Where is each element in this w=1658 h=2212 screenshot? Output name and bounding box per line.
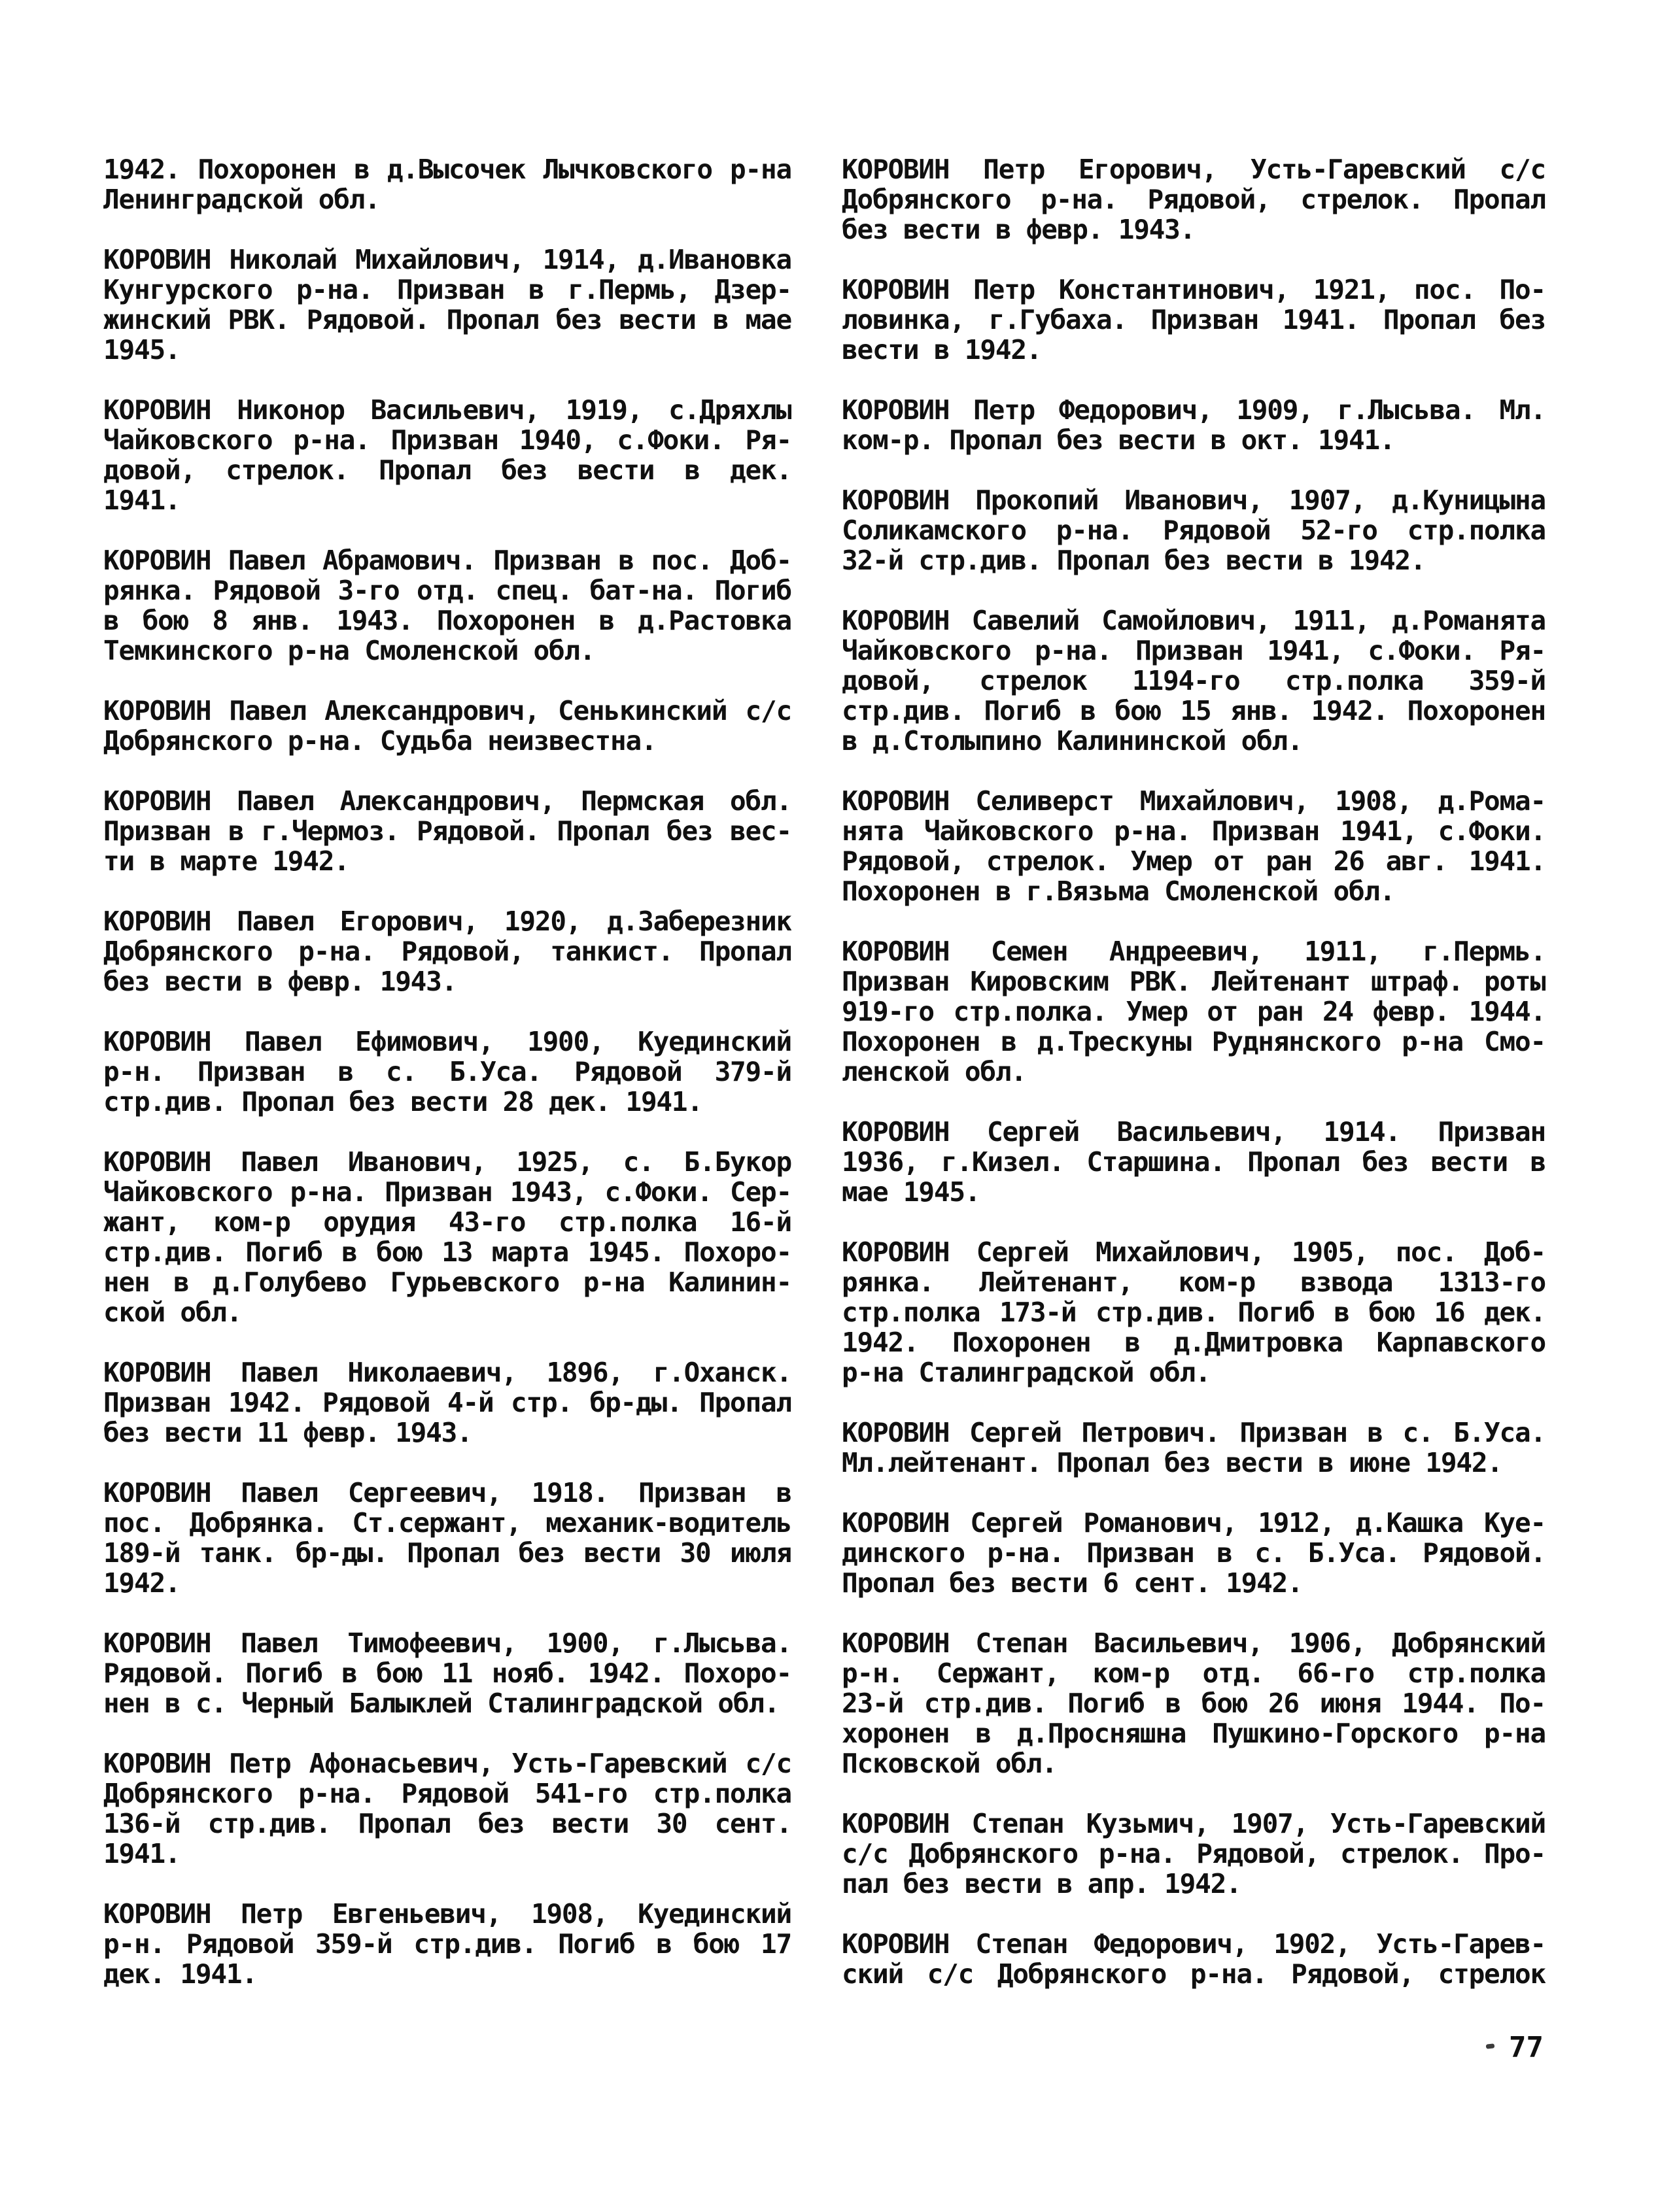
entry-line: Чайковского р-на. Призван 1943, с.Фоки. Сер- bbox=[103, 1177, 791, 1207]
entry-line: нен в с. Черный Балыклей Сталинградской обл. bbox=[103, 1688, 780, 1718]
entry-line: КОРОВИН Павел Ефимович, 1900, Куединский bbox=[103, 1027, 791, 1057]
entry-line: Ленинградской обл. bbox=[103, 184, 380, 214]
entry-line: нен в д.Голубево Гурьевского р-на Калинин- bbox=[103, 1267, 791, 1297]
entry-line: 1941. bbox=[103, 485, 181, 515]
entry-line: Псковской обл. bbox=[842, 1748, 1057, 1778]
entry bbox=[842, 1628, 1546, 1778]
entry-line: 919-го стр.полка. Умер от ран 24 февр. 1944. bbox=[842, 996, 1546, 1027]
entry-line: КОРОВИН Петр Егорович, Усть-Гаревский с/с bbox=[842, 154, 1546, 184]
entry-line: КОРОВИН Павел Николаевич, 1896, г.Оханск. bbox=[103, 1357, 791, 1387]
entry-line: Рядовой, стрелок. Умер от ран 26 авг. 1941. bbox=[842, 846, 1546, 876]
entry-line: Рядовой. Погиб в бою 11 нояб. 1942. Похоро- bbox=[103, 1658, 791, 1688]
entry bbox=[103, 1628, 791, 1718]
entry-line: КОРОВИН Семен Андреевич, 1911, г.Пермь. bbox=[842, 936, 1546, 966]
entry-line: Призван 1942. Рядовой 4-й стр. бр-ды. Пропал bbox=[103, 1387, 791, 1418]
entry-line: Похоронен в д.Трескуны Руднянского р-на Смо- bbox=[842, 1027, 1546, 1057]
entry-line: КОРОВИН Павел Александрович, Пермская обл. bbox=[103, 786, 791, 816]
entry-line: КОРОВИН Сергей Петрович. Призван в с. Б.Уса. bbox=[842, 1418, 1546, 1448]
entry-line: КОРОВИН Сергей Романович, 1912, д.Кашка Куе- bbox=[842, 1508, 1546, 1538]
entry-line: Добрянского р-на. Судьба неизвестна. bbox=[103, 726, 657, 756]
entry-line: 1936, г.Кизел. Старшина. Пропал без вести в bbox=[842, 1147, 1546, 1177]
entry-line: Пропал без вести 6 сент. 1942. bbox=[842, 1568, 1303, 1598]
entry-line: стр.див. Погиб в бою 15 янв. 1942. Похоронен bbox=[842, 696, 1546, 726]
entry-line: ский с/с Добрянского р-на. Рядовой, стрелок bbox=[842, 1959, 1546, 1989]
entry-line: дек. 1941. bbox=[103, 1959, 257, 1989]
entry bbox=[842, 1508, 1546, 1598]
entry bbox=[842, 605, 1546, 756]
entry-line: 1942. Похоронен в д.Высочек Лычковского р-на bbox=[103, 154, 791, 184]
entry bbox=[103, 906, 791, 996]
entry bbox=[842, 485, 1546, 575]
entry bbox=[103, 545, 791, 666]
entry bbox=[842, 786, 1546, 906]
entry-line: жинский РВК. Рядовой. Пропал без вести в мае bbox=[103, 305, 791, 335]
entry-line: Добрянского р-на. Рядовой 541-го стр.полка bbox=[103, 1778, 791, 1809]
entry-line: Темкинского р-на Смоленской обл. bbox=[103, 636, 595, 666]
entry-line: жант, ком-р орудия 43-го стр.полка 16-й bbox=[103, 1207, 791, 1237]
entry-line: КОРОВИН Павел Александрович, Сенькинский с/с bbox=[103, 696, 791, 726]
entry-line: вести в 1942. bbox=[842, 335, 1042, 365]
entry bbox=[842, 1418, 1546, 1478]
entry-line: нята Чайковского р-на. Призван 1941, с.Фоки. bbox=[842, 816, 1546, 846]
entry-line: без вести в февр. 1943. bbox=[842, 214, 1196, 245]
entry bbox=[103, 1478, 791, 1598]
entry-line: КОРОВИН Сергей Михайлович, 1905, пос. Доб- bbox=[842, 1237, 1546, 1267]
entry bbox=[842, 1929, 1546, 1989]
entry bbox=[103, 245, 791, 365]
entry bbox=[103, 395, 791, 515]
entry-line: КОРОВИН Никонор Васильевич, 1919, с.Дряхлы bbox=[103, 395, 791, 425]
entry-line: Призван Кировским РВК. Лейтенант штраф. роты bbox=[842, 966, 1546, 996]
entry-line: рянка. Лейтенант, ком-р взвода 1313-го bbox=[842, 1267, 1546, 1297]
entry-line: р-н. Сержант, ком-р отд. 66-го стр.полка bbox=[842, 1658, 1546, 1688]
entry-line: стр.див. Погиб в бою 13 марта 1945. Похоро- bbox=[103, 1237, 791, 1267]
entry-line: КОРОВИН Степан Федорович, 1902, Усть-Гарев- bbox=[842, 1929, 1546, 1959]
entry-line: Призван в г.Чермоз. Рядовой. Пропал без вес- bbox=[103, 816, 791, 846]
entry-line: без вести в февр. 1943. bbox=[103, 966, 457, 996]
entry bbox=[103, 1357, 791, 1448]
entry-line: ком-р. Пропал без вести в окт. 1941. bbox=[842, 425, 1395, 455]
entry-line: стр.полка 173-й стр.див. Погиб в бою 16 дек. bbox=[842, 1297, 1546, 1327]
entry-line: р-на Сталинградской обл. bbox=[842, 1357, 1211, 1387]
entry bbox=[842, 154, 1546, 245]
entry bbox=[842, 1809, 1546, 1899]
entry-line: стр.див. Пропал без вести 28 дек. 1941. bbox=[103, 1087, 702, 1117]
entry-line: ти в марте 1942. bbox=[103, 846, 349, 876]
entry-line: КОРОВИН Степан Васильевич, 1906, Добрянский bbox=[842, 1628, 1546, 1658]
entry-line: 136-й стр.див. Пропал без вести 30 сент. bbox=[103, 1809, 791, 1839]
entry-line: КОРОВИН Павел Сергеевич, 1918. Призван в bbox=[103, 1478, 791, 1508]
entry-line: 1942. bbox=[103, 1568, 181, 1598]
entry-line: 1941. bbox=[103, 1839, 181, 1869]
entry-line: Кунгурского р-на. Призван в г.Пермь, Дзер- bbox=[103, 275, 791, 305]
entry bbox=[103, 786, 791, 876]
entry-line: ловинка, г.Губаха. Призван 1941. Пропал без bbox=[842, 305, 1546, 335]
entry-line: 1942. Похоронен в д.Дмитровка Карпавского bbox=[842, 1327, 1546, 1357]
entry-line: без вести 11 февр. 1943. bbox=[103, 1418, 472, 1448]
entry-line: в бою 8 янв. 1943. Похоронен в д.Растовка bbox=[103, 605, 791, 636]
entry-line: Чайковского р-на. Призван 1940, с.Фоки. Ря- bbox=[103, 425, 791, 455]
entry bbox=[103, 1899, 791, 1989]
entry-line: Добрянского р-на. Рядовой, стрелок. Пропал bbox=[842, 184, 1546, 214]
entry bbox=[103, 696, 791, 756]
entry-line: КОРОВИН Сергей Васильевич, 1914. Призван bbox=[842, 1117, 1546, 1147]
entry-line: Похоронен в г.Вязьма Смоленской обл. bbox=[842, 876, 1395, 906]
entry-line: КОРОВИН Петр Константинович, 1921, пос. По- bbox=[842, 275, 1546, 305]
entry-line: КОРОВИН Петр Афонасьевич, Усть-Гаревский с/с bbox=[103, 1748, 791, 1778]
entry-line: ленской обл. bbox=[842, 1057, 1026, 1087]
entry-line: в д.Столыпино Калининской обл. bbox=[842, 726, 1303, 756]
entry-line: с/с Добрянского р-на. Рядовой, стрелок. Про- bbox=[842, 1839, 1546, 1869]
entry-line: Мл.лейтенант. Пропал без вести в июне 1942. bbox=[842, 1448, 1502, 1478]
entry-line: КОРОВИН Прокопий Иванович, 1907, д.Куницына bbox=[842, 485, 1546, 515]
entry-line: хоронен в д.Просняшна Пушкино-Горского р-на bbox=[842, 1718, 1546, 1748]
entry-line: КОРОВИН Павел Егорович, 1920, д.Заберезник bbox=[103, 906, 791, 936]
entry-line: р-н. Рядовой 359-й стр.див. Погиб в бою 17 bbox=[103, 1929, 791, 1959]
entry-line: 23-й стр.див. Погиб в бою 26 июня 1944. По- bbox=[842, 1688, 1546, 1718]
entry-line: довой, стрелок 1194-го стр.полка 359-й bbox=[842, 666, 1546, 696]
entry-line: Добрянского р-на. Рядовой, танкист. Пропал bbox=[103, 936, 791, 966]
entry-line: 189-й танк. бр-ды. Пропал без вести 30 июля bbox=[103, 1538, 791, 1568]
entry bbox=[103, 1748, 791, 1869]
entry bbox=[103, 154, 791, 214]
entry-line: ской обл. bbox=[103, 1297, 242, 1327]
entry-line: КОРОВИН Павел Тимофеевич, 1900, г.Лысьва. bbox=[103, 1628, 791, 1658]
entry-line: КОРОВИН Павел Абрамович. Призван в пос. Доб- bbox=[103, 545, 791, 575]
entry-line: Чайковского р-на. Призван 1941, с.Фоки. Ря- bbox=[842, 636, 1546, 666]
column-left bbox=[103, 154, 791, 1989]
entry-line: КОРОВИН Степан Кузьмич, 1907, Усть-Гаревский bbox=[842, 1809, 1546, 1839]
entry-line: р-н. Призван в с. Б.Уса. Рядовой 379-й bbox=[103, 1057, 791, 1087]
entry-line: КОРОВИН Савелий Самойлович, 1911, д.Романята bbox=[842, 605, 1546, 636]
entry bbox=[842, 1237, 1546, 1387]
page-number: 77 bbox=[1509, 2031, 1544, 2064]
entry-line: рянка. Рядовой 3-го отд. спец. бат-на. Погиб bbox=[103, 575, 791, 605]
entry bbox=[103, 1027, 791, 1117]
entry-line: 1945. bbox=[103, 335, 181, 365]
entry bbox=[842, 1117, 1546, 1207]
entry bbox=[842, 936, 1546, 1087]
entry-line: КОРОВИН Николай Михайлович, 1914, д.Ивановка bbox=[103, 245, 791, 275]
entry bbox=[842, 395, 1546, 455]
entry-line: КОРОВИН Петр Федорович, 1909, г.Лысьва. Мл. bbox=[842, 395, 1546, 425]
entry-line: мае 1945. bbox=[842, 1177, 980, 1207]
entry-line: КОРОВИН Селиверст Михайлович, 1908, д.Рома- bbox=[842, 786, 1546, 816]
column-right bbox=[842, 154, 1546, 1989]
entry-line: довой, стрелок. Пропал без вести в дек. bbox=[103, 455, 791, 485]
entry-line: КОРОВИН Павел Иванович, 1925, с. Б.Букор bbox=[103, 1147, 791, 1177]
entry bbox=[842, 275, 1546, 365]
entry bbox=[103, 1147, 791, 1327]
entry-line: 32-й стр.див. Пропал без вести в 1942. bbox=[842, 545, 1426, 575]
entry-line: пос. Добрянка. Ст.сержант, механик-водитель bbox=[103, 1508, 791, 1538]
entry-line: Соликамского р-на. Рядовой 52-го стр.полка bbox=[842, 515, 1546, 545]
entry-line: КОРОВИН Петр Евгеньевич, 1908, Куединский bbox=[103, 1899, 791, 1929]
entry-line: пал без вести в апр. 1942. bbox=[842, 1869, 1241, 1899]
entry-line: динского р-на. Призван в с. Б.Уса. Рядовой. bbox=[842, 1538, 1546, 1568]
